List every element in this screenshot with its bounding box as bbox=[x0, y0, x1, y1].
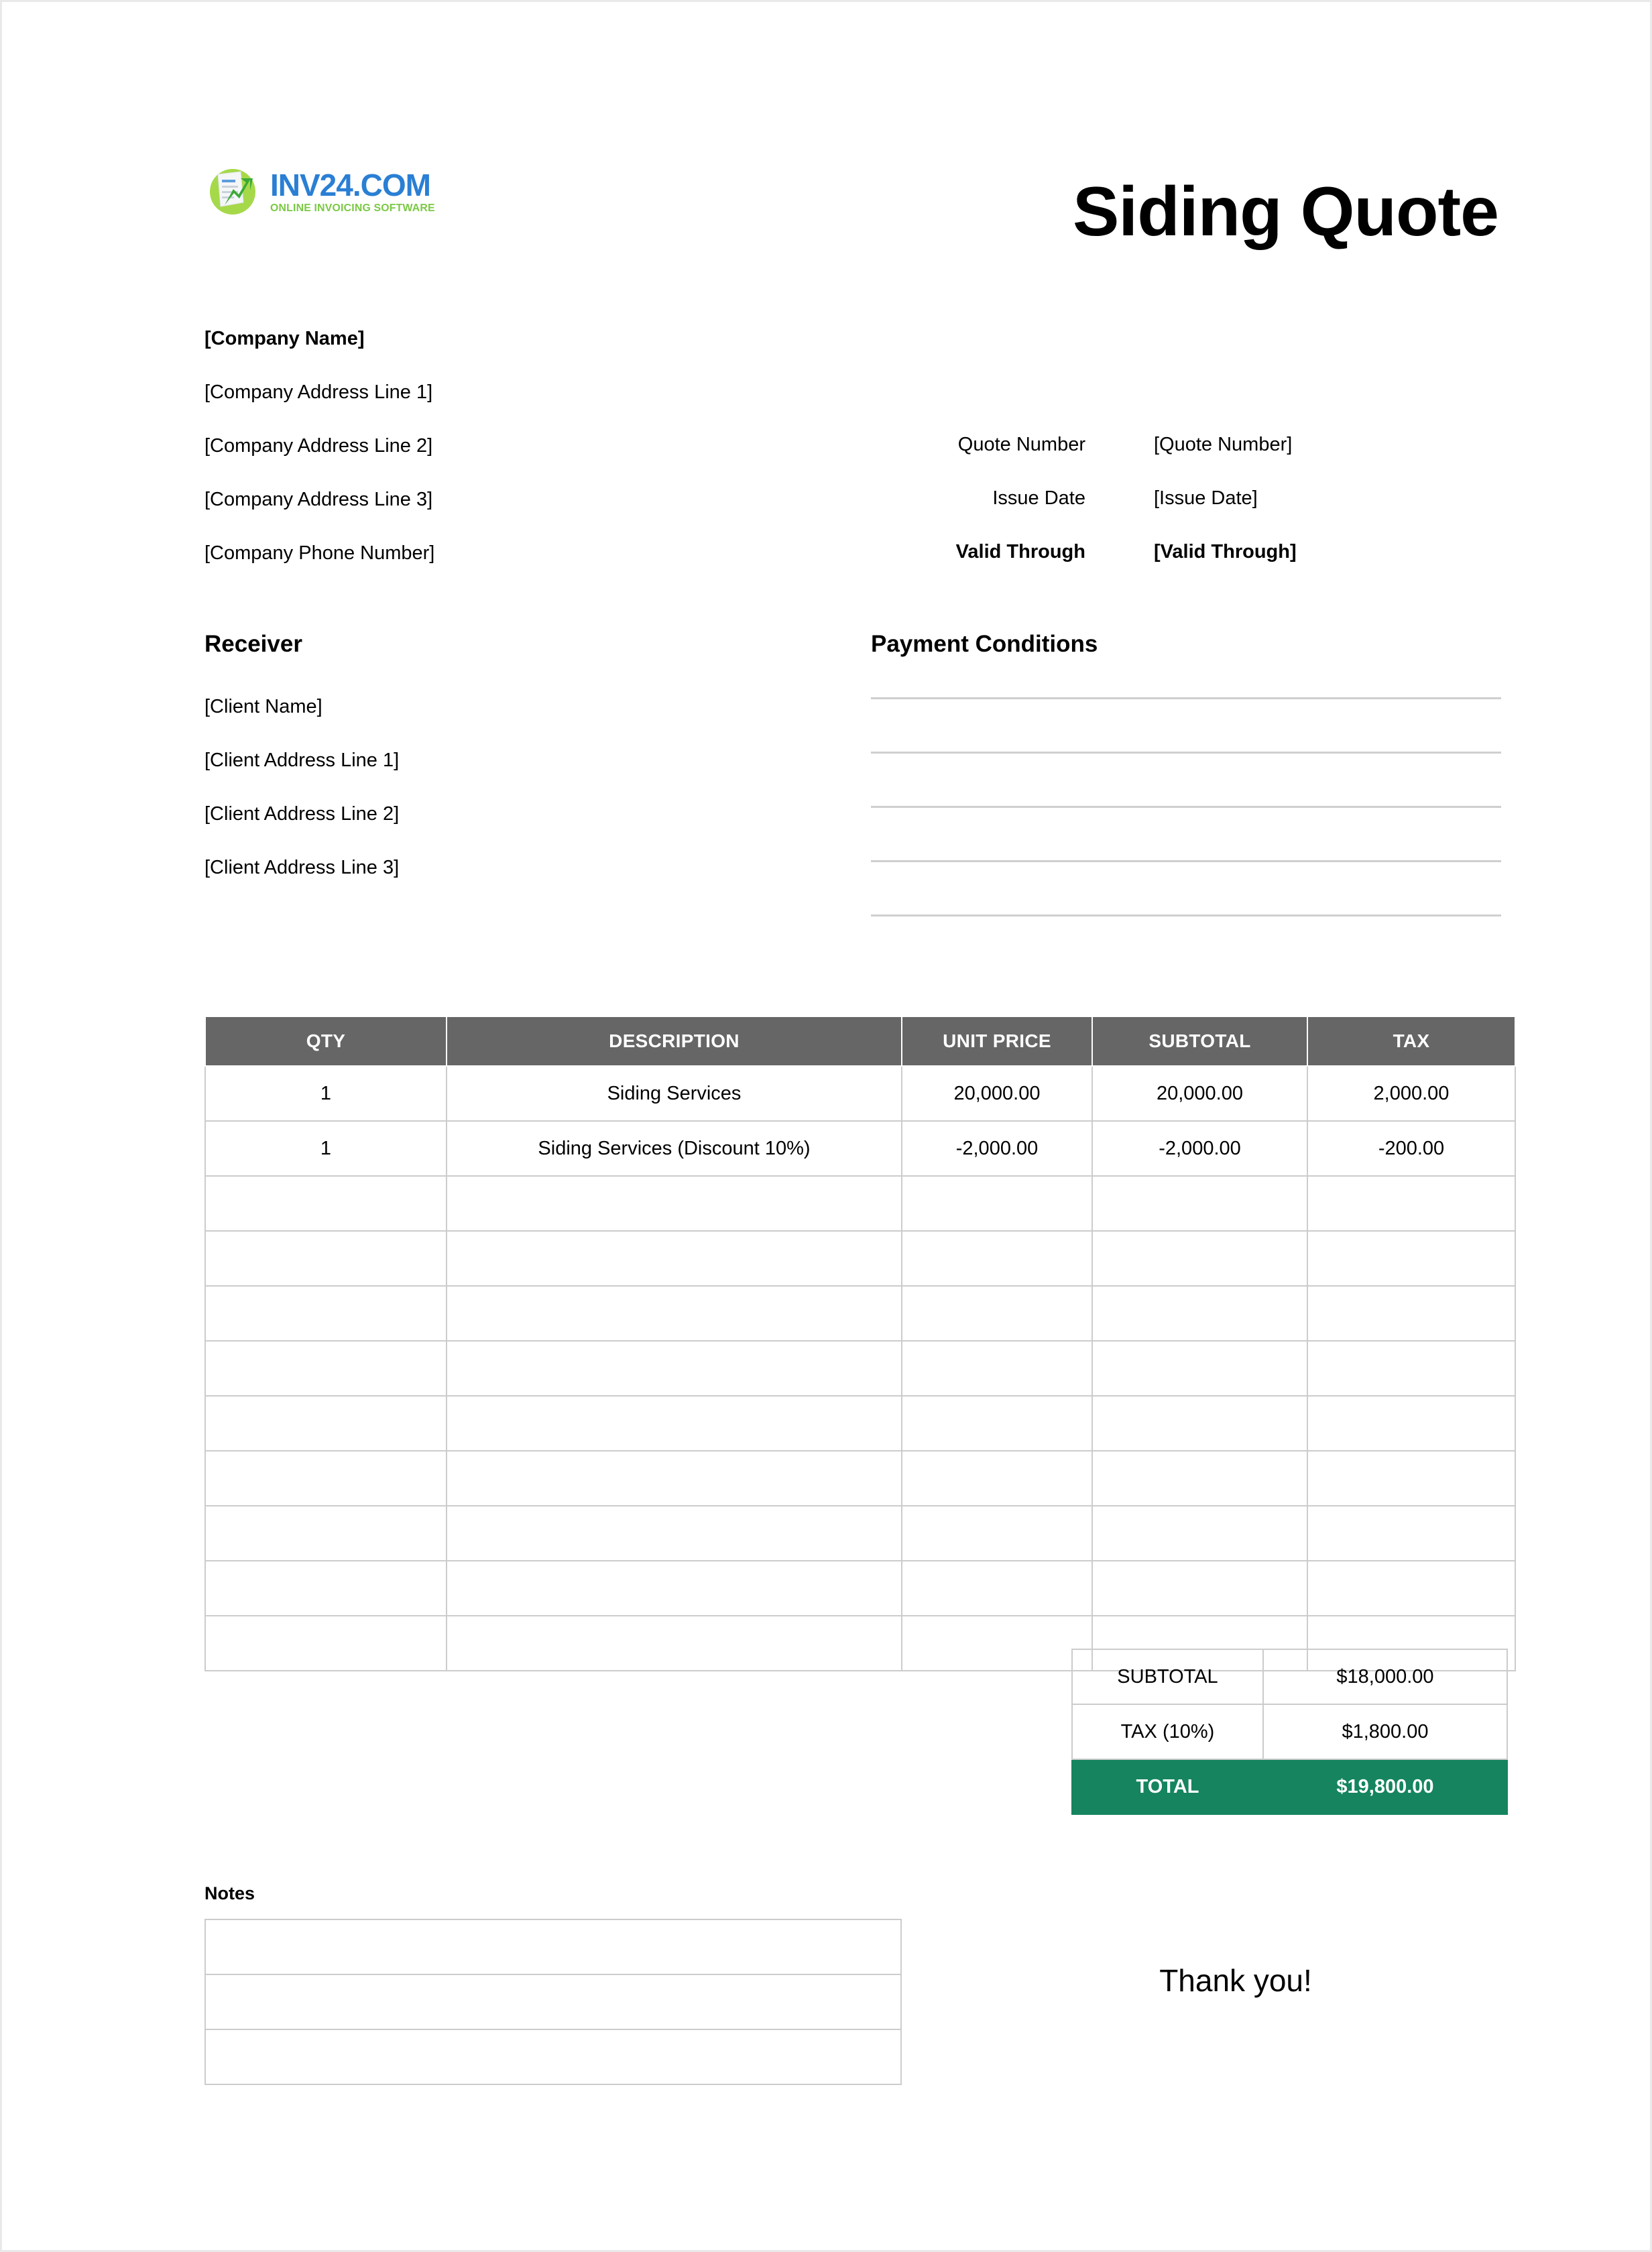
payment-conditions-line[interactable] bbox=[871, 752, 1501, 806]
table-row-empty[interactable] bbox=[205, 1396, 1515, 1451]
cell-qty[interactable] bbox=[205, 1616, 447, 1671]
cell-qty[interactable] bbox=[205, 1176, 447, 1231]
tax-row bbox=[1072, 1704, 1507, 1759]
cell-subtotal: -2,000.00 bbox=[1092, 1121, 1307, 1176]
total-label: TOTAL bbox=[1072, 1759, 1263, 1814]
brand-name: INV24.COM bbox=[270, 168, 430, 203]
company-address-line-3: [Company Address Line 3] bbox=[204, 489, 433, 510]
payment-conditions-line[interactable] bbox=[871, 697, 1501, 752]
cell-description[interactable] bbox=[447, 1506, 902, 1561]
cell-unit-price[interactable] bbox=[902, 1561, 1092, 1616]
cell-description: Siding Services bbox=[447, 1066, 902, 1121]
document-title-column bbox=[875, 160, 1501, 251]
receiver-heading: Receiver bbox=[204, 631, 302, 657]
issue-date-value: [Issue Date] bbox=[1154, 487, 1258, 509]
quote-number-value: [Quote Number] bbox=[1154, 433, 1293, 455]
cell-description[interactable] bbox=[447, 1176, 902, 1231]
receiver-block bbox=[204, 632, 808, 894]
cell-unit-price[interactable] bbox=[902, 1616, 1092, 1671]
table-row-empty[interactable] bbox=[205, 1176, 1515, 1231]
grand-total-row bbox=[1072, 1759, 1507, 1814]
payment-conditions-line[interactable] bbox=[871, 806, 1501, 860]
subtotal-value: $18,000.00 bbox=[1263, 1649, 1507, 1704]
cell-qty[interactable] bbox=[205, 1286, 447, 1341]
invoice-growth-icon bbox=[204, 164, 261, 220]
cell-tax: 2,000.00 bbox=[1307, 1066, 1515, 1121]
cell-tax[interactable] bbox=[1307, 1176, 1515, 1231]
cell-subtotal[interactable] bbox=[1092, 1286, 1307, 1341]
cell-subtotal[interactable] bbox=[1092, 1396, 1307, 1451]
quote-number-label: Quote Number bbox=[957, 433, 1085, 455]
issue-date-row bbox=[871, 471, 1501, 525]
table-row-empty[interactable] bbox=[205, 1286, 1515, 1341]
issue-date-label: Issue Date bbox=[992, 487, 1085, 509]
company-phone-number: [Company Phone Number] bbox=[204, 542, 435, 564]
page-title: Siding Quote bbox=[1072, 173, 1498, 251]
company-info-block bbox=[204, 312, 808, 580]
column-header-subtotal: SUBTOTAL bbox=[1092, 1016, 1307, 1066]
cell-tax[interactable] bbox=[1307, 1561, 1515, 1616]
client-address-line-3: [Client Address Line 3] bbox=[204, 857, 400, 878]
cell-unit-price[interactable] bbox=[902, 1286, 1092, 1341]
document-header bbox=[192, 160, 1501, 251]
table-header-row bbox=[205, 1016, 1515, 1066]
cell-subtotal[interactable] bbox=[1092, 1451, 1307, 1506]
notes-row[interactable] bbox=[205, 2029, 901, 2084]
cell-unit-price[interactable] bbox=[902, 1451, 1092, 1506]
cell-tax[interactable] bbox=[1307, 1286, 1515, 1341]
line-items-header bbox=[205, 1016, 1515, 1066]
table-row[interactable] bbox=[205, 1066, 1515, 1121]
notes-row[interactable] bbox=[205, 1974, 901, 2029]
notes-block bbox=[204, 1883, 902, 2085]
totals-body bbox=[1072, 1649, 1507, 1814]
quote-number-row bbox=[871, 418, 1501, 471]
cell-description[interactable] bbox=[447, 1396, 902, 1451]
payment-conditions-block bbox=[871, 632, 1501, 969]
notes-row[interactable] bbox=[205, 1919, 901, 1974]
table-row-empty[interactable] bbox=[205, 1561, 1515, 1616]
cell-qty[interactable] bbox=[205, 1451, 447, 1506]
brand-logo[interactable] bbox=[204, 160, 875, 224]
cell-subtotal[interactable] bbox=[1092, 1341, 1307, 1396]
payment-conditions-lines bbox=[871, 697, 1501, 969]
table-row[interactable] bbox=[205, 1121, 1515, 1176]
notes-label: Notes bbox=[204, 1883, 255, 1903]
cell-tax[interactable] bbox=[1307, 1231, 1515, 1286]
cell-description: Siding Services (Discount 10%) bbox=[447, 1121, 902, 1176]
table-row-empty[interactable] bbox=[205, 1341, 1515, 1396]
cell-qty: 1 bbox=[205, 1121, 447, 1176]
cell-subtotal: 20,000.00 bbox=[1092, 1066, 1307, 1121]
cell-description[interactable] bbox=[447, 1341, 902, 1396]
column-header-qty: QTY bbox=[205, 1016, 447, 1066]
column-header-unit-price: UNIT PRICE bbox=[902, 1016, 1092, 1066]
cell-unit-price: -2,000.00 bbox=[902, 1121, 1092, 1176]
cell-unit-price[interactable] bbox=[902, 1396, 1092, 1451]
table-row-empty[interactable] bbox=[205, 1451, 1515, 1506]
cell-tax[interactable] bbox=[1307, 1396, 1515, 1451]
cell-description[interactable] bbox=[447, 1451, 902, 1506]
tax-label: TAX (10%) bbox=[1072, 1704, 1263, 1759]
cell-tax[interactable] bbox=[1307, 1451, 1515, 1506]
line-items-body bbox=[205, 1066, 1515, 1671]
payment-conditions-line[interactable] bbox=[871, 914, 1501, 969]
quote-meta-block bbox=[871, 418, 1501, 579]
tax-value: $1,800.00 bbox=[1263, 1704, 1507, 1759]
cell-qty[interactable] bbox=[205, 1506, 447, 1561]
client-name: [Client Name] bbox=[204, 696, 322, 717]
company-address-line-2: [Company Address Line 2] bbox=[204, 435, 433, 457]
cell-description[interactable] bbox=[447, 1561, 902, 1616]
column-header-description: DESCRIPTION bbox=[447, 1016, 902, 1066]
cell-tax[interactable] bbox=[1307, 1506, 1515, 1561]
notes-table bbox=[204, 1919, 902, 2085]
cell-subtotal[interactable] bbox=[1092, 1561, 1307, 1616]
line-items-table bbox=[204, 1016, 1516, 1671]
valid-through-row bbox=[871, 525, 1501, 579]
table-row-empty[interactable] bbox=[205, 1231, 1515, 1286]
subtotal-row bbox=[1072, 1649, 1507, 1704]
notes-body bbox=[205, 1919, 901, 2084]
client-address-line-2: [Client Address Line 2] bbox=[204, 803, 400, 825]
brand-logo-column bbox=[192, 160, 875, 224]
subtotal-label: SUBTOTAL bbox=[1072, 1649, 1263, 1704]
cell-description[interactable] bbox=[447, 1616, 902, 1671]
valid-through-label: Valid Through bbox=[955, 540, 1085, 562]
total-value: $19,800.00 bbox=[1263, 1759, 1507, 1814]
company-address-line-1: [Company Address Line 1] bbox=[204, 381, 433, 403]
cell-unit-price: 20,000.00 bbox=[902, 1066, 1092, 1121]
cell-subtotal[interactable] bbox=[1092, 1176, 1307, 1231]
cell-qty[interactable] bbox=[205, 1561, 447, 1616]
cell-unit-price[interactable] bbox=[902, 1231, 1092, 1286]
cell-tax[interactable] bbox=[1307, 1341, 1515, 1396]
notes-cell[interactable] bbox=[205, 2029, 901, 2084]
payment-conditions-heading: Payment Conditions bbox=[871, 631, 1098, 657]
payment-conditions-line[interactable] bbox=[871, 860, 1501, 914]
cell-qty[interactable] bbox=[205, 1396, 447, 1451]
cell-qty: 1 bbox=[205, 1066, 447, 1121]
cell-subtotal[interactable] bbox=[1092, 1506, 1307, 1561]
totals-table bbox=[1071, 1649, 1508, 1815]
table-row-empty[interactable] bbox=[205, 1506, 1515, 1561]
cell-unit-price[interactable] bbox=[902, 1176, 1092, 1231]
cell-unit-price[interactable] bbox=[902, 1506, 1092, 1561]
brand-tagline: ONLINE INVOICING SOFTWARE bbox=[270, 202, 435, 215]
cell-qty[interactable] bbox=[205, 1341, 447, 1396]
thank-you-message: Thank you! bbox=[1159, 1963, 1312, 1998]
company-name: [Company Name] bbox=[204, 328, 365, 349]
cell-description[interactable] bbox=[447, 1231, 902, 1286]
valid-through-value: [Valid Through] bbox=[1154, 540, 1297, 562]
cell-qty[interactable] bbox=[205, 1231, 447, 1286]
notes-cell[interactable] bbox=[205, 1919, 901, 1974]
cell-description[interactable] bbox=[447, 1286, 902, 1341]
brand-logo-text bbox=[270, 168, 435, 215]
cell-unit-price[interactable] bbox=[902, 1341, 1092, 1396]
cell-tax: -200.00 bbox=[1307, 1121, 1515, 1176]
column-header-tax: TAX bbox=[1307, 1016, 1515, 1066]
cell-subtotal[interactable] bbox=[1092, 1231, 1307, 1286]
notes-cell[interactable] bbox=[205, 1974, 901, 2029]
client-address-line-1: [Client Address Line 1] bbox=[204, 750, 400, 771]
